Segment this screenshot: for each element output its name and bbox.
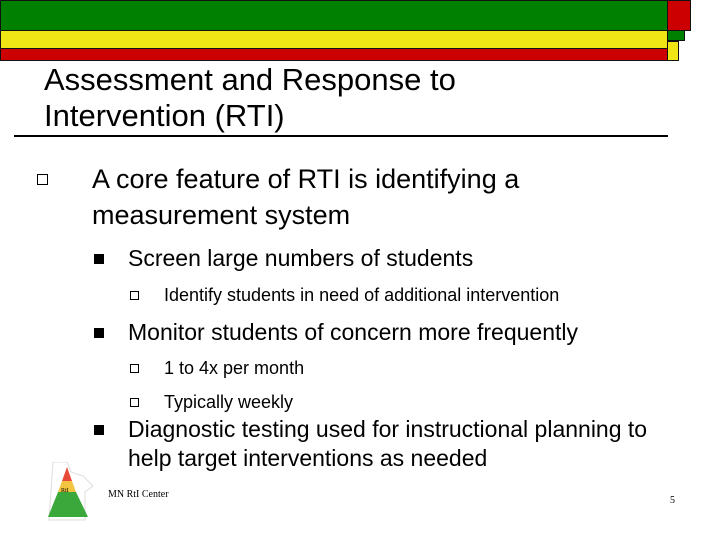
hollow-square-bullet-icon <box>37 174 48 185</box>
hollow-square-bullet-icon <box>130 398 139 407</box>
footer-center: MN RtI Center <box>108 489 169 500</box>
bullet-screen-sub: Identify students in need of additional intervention <box>164 285 560 305</box>
slide-title: Assessment and Response to Intervention (RTI) <box>44 62 456 133</box>
main-bullet: A core feature of RTI is identifying a measurement system <box>92 164 520 230</box>
hollow-square-bullet-icon <box>130 364 139 373</box>
bullet-monitor-sub2: Typically weekly <box>164 392 294 412</box>
bullet-diagnostic: Diagnostic testing used for instructional planning to help target interventions as needed <box>128 416 648 471</box>
square-bullet-icon <box>94 425 104 435</box>
bullet-screen: Screen large numbers of students <box>128 245 474 271</box>
hollow-square-bullet-icon <box>130 291 139 300</box>
header-bar-red <box>0 48 668 61</box>
title-divider <box>14 135 668 137</box>
page-number: 5 <box>670 495 675 506</box>
square-bullet-icon <box>94 254 104 264</box>
header-bar-green <box>0 0 668 31</box>
mn-rti-logo-icon <box>45 462 95 524</box>
corner-block-yellow <box>667 41 679 61</box>
header-bar-yellow <box>0 30 668 49</box>
square-bullet-icon <box>94 328 104 338</box>
bullet-monitor: Monitor students of concern more frequently <box>128 319 579 345</box>
corner-block-red <box>667 0 691 31</box>
corner-block-green <box>667 30 685 41</box>
bullet-monitor-sub1: 1 to 4x per month <box>164 358 305 378</box>
logo-text: RtI <box>61 488 69 494</box>
